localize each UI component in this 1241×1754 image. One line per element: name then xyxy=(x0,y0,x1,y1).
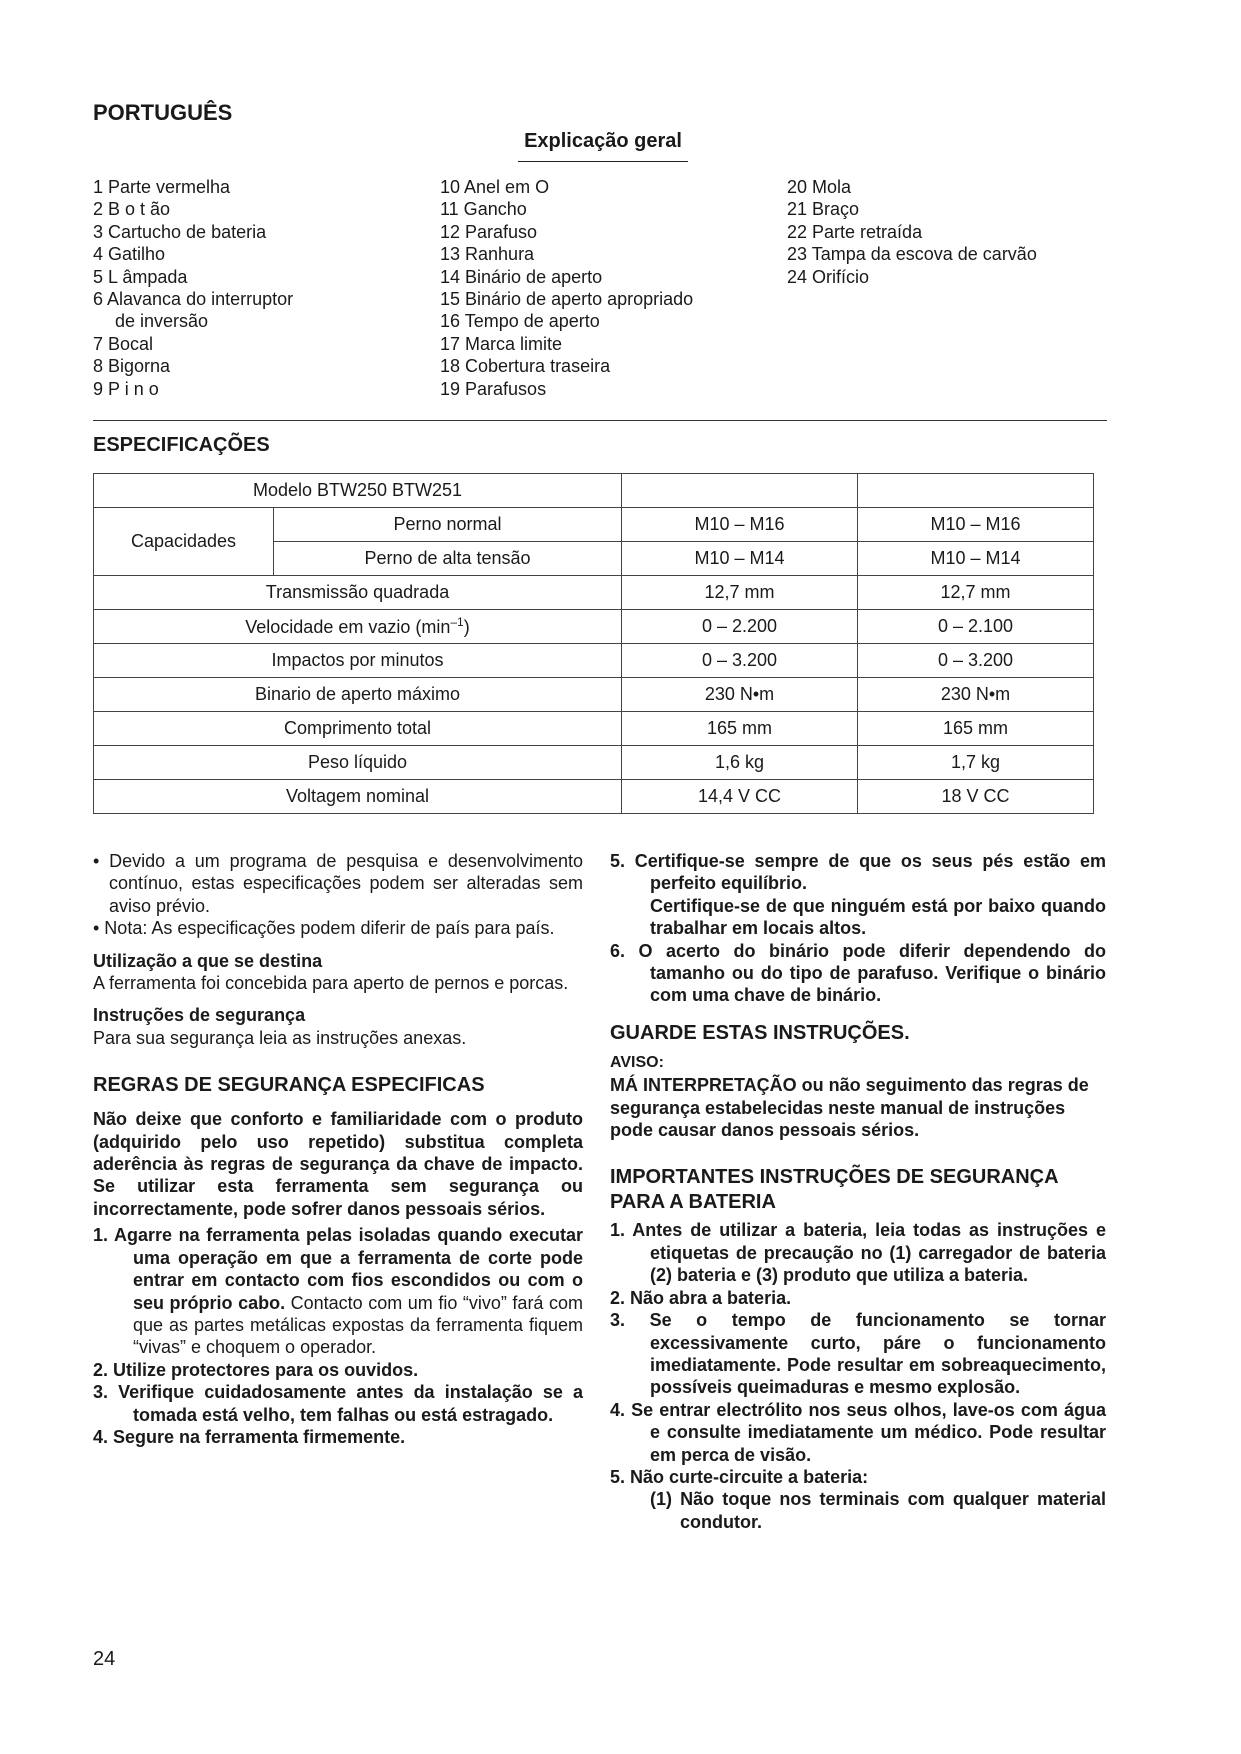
part-item: 20 Mola xyxy=(787,177,852,197)
table-cell: M10 – M14 xyxy=(858,542,1094,576)
table-cell: Comprimento total xyxy=(94,712,622,746)
page-number: 24 xyxy=(93,1648,116,1670)
safety-rule-6: 6. O acerto do binário pode diferir dependendo do tamanho ou do tipo de parafuso. Verifique o binário com uma chave de binário. xyxy=(610,940,1106,1006)
table-cell: Peso líquido xyxy=(94,746,622,780)
part-item: 23 Tampa da escova de carvão xyxy=(787,244,1037,265)
part-item: 6 Alavanca do interruptor xyxy=(93,289,294,310)
safety-rule-2: 2. Utilize protectores para os ouvidos. xyxy=(93,1359,419,1380)
part-item: 1 Parte vermelha xyxy=(93,177,231,197)
table-cell: 12,7 mm xyxy=(858,576,1094,610)
specific-safety-rules-title: REGRAS DE SEGURANÇA ESPECIFICAS xyxy=(93,1074,485,1097)
battery-rule-2: 2. Não abra a bateria. xyxy=(610,1287,792,1308)
intended-use-title: Utilização a que se destina xyxy=(93,950,323,971)
safety-instructions-text: Para sua segurança leia as instruções anexas. xyxy=(93,1027,467,1048)
safety-rule-3: 3. Verifique cuidadosamente antes da instalação se a tomada está velho, tem falhas ou está estragado. xyxy=(93,1382,583,1425)
battery-rule-5: 5. Não curte-circuite a bateria: xyxy=(610,1466,869,1487)
safety-rule-1-bold: 1. Agarre na ferramenta pelas isoladas quando executar uma operação em que a ferramenta de corte pode entrar em contacto com fios escondidos ou com o seu próprio cabo. xyxy=(93,1225,583,1313)
safety-rules-intro: Não deixe que conforto e familiaridade com o produto (adquirido pelo uso repetido) substitua completa aderência às regras de segurança da chave de impacto. Se utilizar esta ferramenta sem segurança ou incorrectamente, pode sofrer danos pessoais sérios. xyxy=(93,1109,583,1219)
part-item: 21 Braço xyxy=(787,199,860,220)
capacities-label: Capacidades xyxy=(94,508,274,576)
safety-rule-5: 5. Certifique-se sempre de que os seus pés estão em perfeito equilíbrio. xyxy=(610,851,1106,894)
table-cell: M10 – M14 xyxy=(622,542,858,576)
table-cell xyxy=(94,610,622,644)
table-cell: 1,6 kg xyxy=(622,746,858,780)
table-cell: 14,4 V CC xyxy=(622,780,858,814)
speed-label-end: ) xyxy=(463,617,470,637)
intended-use-text: A ferramenta foi concebida para aperto de pernos e porcas. xyxy=(93,973,569,994)
table-cell xyxy=(622,474,858,508)
table-cell: Perno normal xyxy=(274,508,622,542)
part-item: 5 L âmpada xyxy=(93,266,188,287)
table-cell: 0 – 2.100 xyxy=(858,610,1094,644)
parts-list-col-2 xyxy=(440,176,693,400)
part-item: 13 Ranhura xyxy=(440,244,535,265)
explanation-title: Explicação geral xyxy=(518,130,688,162)
table-row xyxy=(94,508,1094,542)
safety-rule-1 xyxy=(93,1224,583,1358)
part-item: 7 Bocal xyxy=(93,333,154,354)
speed-label: Velocidade em vazio (min xyxy=(245,617,451,637)
part-item: 9 P i n o xyxy=(93,378,159,399)
part-item: 19 Parafusos xyxy=(440,378,547,399)
table-cell: Transmissão quadrada xyxy=(94,576,622,610)
left-column xyxy=(93,850,583,1448)
table-row xyxy=(94,576,1094,610)
table-row xyxy=(94,746,1094,780)
right-column xyxy=(610,850,1106,1533)
warning-label: AVISO: xyxy=(610,1053,664,1071)
table-row xyxy=(94,610,1094,644)
table-cell: 230 N•m xyxy=(858,678,1094,712)
part-item: 22 Parte retraída xyxy=(787,221,923,242)
part-item: 2 B o t ão xyxy=(93,199,171,220)
part-item: 16 Tempo de aperto xyxy=(440,311,600,332)
parts-list-col-1 xyxy=(93,176,293,400)
table-cell xyxy=(858,474,1094,508)
battery-rule-1: 1. Antes de utilizar a bateria, leia todas as instruções e etiquetas de precaução no (1) carregador de bateria (2) bateria e (3) produto que utiliza a bateria. xyxy=(610,1220,1106,1286)
safety-instructions-title: Instruções de segurança xyxy=(93,1005,306,1026)
table-row xyxy=(94,644,1094,678)
save-instructions-title: GUARDE ESTAS INSTRUÇÕES. xyxy=(610,1021,910,1044)
table-cell: Voltagem nominal xyxy=(94,780,622,814)
battery-instructions-title: IMPORTANTES INSTRUÇÕES DE SEGURANÇA PARA A BATERIA xyxy=(610,1166,1058,1214)
table-cell: 165 mm xyxy=(622,712,858,746)
table-cell: 165 mm xyxy=(858,712,1094,746)
part-item: 8 Bigorna xyxy=(93,356,171,377)
battery-rule-3: 3. Se o tempo de funcionamento se tornar excessivamente curto, páre o funcionamento imediatamente. Pode resultar em sobreaquecimento, possíveis queimaduras e mesmo explosão. xyxy=(610,1310,1106,1398)
table-cell: 1,7 kg xyxy=(858,746,1094,780)
speed-label-sup: –1 xyxy=(450,615,464,629)
table-cell: M10 – M16 xyxy=(858,508,1094,542)
table-cell: Perno de alta tensão xyxy=(274,542,622,576)
table-cell: 12,7 mm xyxy=(622,576,858,610)
specifications-table xyxy=(93,473,1094,814)
spec-note-bullet: • Nota: As especificações podem diferir de país para país. xyxy=(93,918,555,939)
table-cell: Binario de aperto máximo xyxy=(94,678,622,712)
warning-text: MÁ INTERPRETAÇÃO ou não seguimento das regras de segurança estabelecidas neste manual de instruções pode causar danos pessoais sérios. xyxy=(610,1075,1089,1141)
table-cell: 230 N•m xyxy=(622,678,858,712)
safety-rule-4: 4. Segure na ferramenta firmemente. xyxy=(93,1426,406,1447)
part-item: de inversão xyxy=(115,311,209,332)
parts-list-col-3 xyxy=(787,176,1037,288)
table-row xyxy=(94,712,1094,746)
battery-rule-4: 4. Se entrar electrólito nos seus olhos, lave-os com água e consulte imediatamente um médico. Pode resultar em perca de visão. xyxy=(610,1399,1106,1465)
part-item: 12 Parafuso xyxy=(440,221,538,242)
part-item: 15 Binário de aperto apropriado xyxy=(440,289,694,310)
part-item: 18 Cobertura traseira xyxy=(440,356,611,377)
safety-rule-5-cont: Certifique-se de que ninguém está por baixo quando trabalhar em locais altos. xyxy=(650,895,1106,939)
part-item: 11 Gancho xyxy=(440,199,527,220)
section-divider xyxy=(93,420,1107,421)
battery-rule-5-1: (1) Não toque nos terminais com qualquer material condutor. xyxy=(650,1489,1106,1532)
table-cell: 18 V CC xyxy=(858,780,1094,814)
language-title: PORTUGUÊS xyxy=(93,100,233,125)
specifications-title: ESPECIFICAÇÕES xyxy=(93,434,270,456)
part-item: 24 Orifício xyxy=(787,266,870,287)
safety-rule-1-plain: Contacto com um fio “vivo” fará com que as partes metálicas expostas da ferramenta fiquem “vivas” e choquem o operador. xyxy=(133,1292,583,1358)
part-item: 3 Cartucho de bateria xyxy=(93,221,267,242)
spec-note-bullet: • Devido a um programa de pesquisa e desenvolvimento contínuo, estas especificações podem ser alteradas sem aviso prévio. xyxy=(93,851,583,916)
table-row xyxy=(94,474,1094,508)
part-item: 4 Gatilho xyxy=(93,244,166,265)
part-item: 14 Binário de aperto xyxy=(440,266,603,287)
table-row xyxy=(94,678,1094,712)
part-item: 10 Anel em O xyxy=(440,177,550,197)
table-row xyxy=(94,780,1094,814)
model-label: Modelo BTW250 BTW251 xyxy=(94,474,622,508)
table-cell: M10 – M16 xyxy=(622,508,858,542)
table-cell: 0 – 3.200 xyxy=(858,644,1094,678)
table-cell: 0 – 2.200 xyxy=(622,610,858,644)
part-item: 17 Marca limite xyxy=(440,333,563,354)
table-cell: 0 – 3.200 xyxy=(622,644,858,678)
table-cell: Impactos por minutos xyxy=(94,644,622,678)
